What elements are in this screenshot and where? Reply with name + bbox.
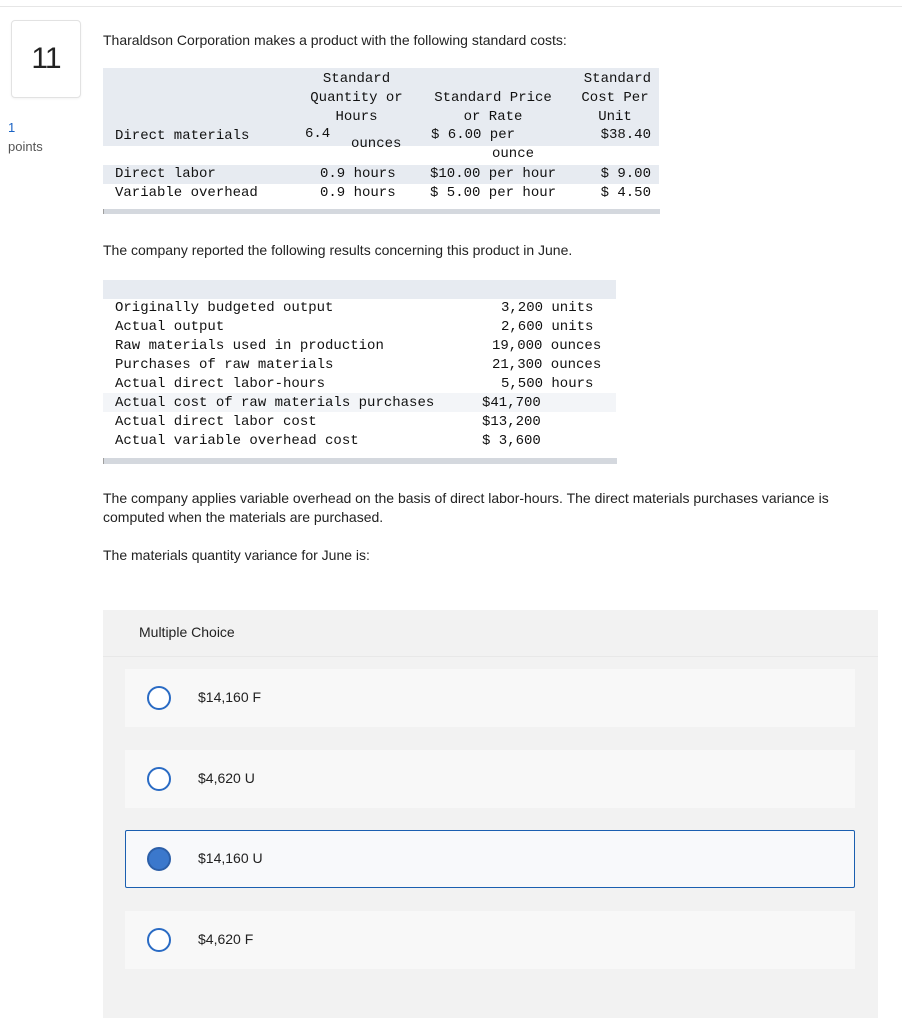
- result-label: Actual output: [115, 319, 225, 335]
- radio-button[interactable]: [147, 767, 171, 791]
- radio-button[interactable]: [147, 928, 171, 952]
- header-price-line2: or Rate: [463, 109, 523, 125]
- direct-materials-price-unit: ounce: [492, 146, 535, 162]
- direct-materials-cost: $38.40: [600, 127, 651, 143]
- june-results-table: [103, 280, 616, 466]
- result-value: 19,000 ounces: [492, 338, 602, 354]
- row-label-variable-overhead: Variable overhead: [115, 185, 258, 201]
- option-label: $4,620 U: [198, 770, 255, 786]
- result-label: Originally budgeted output: [115, 300, 334, 316]
- header-qty-line3: Hours: [335, 109, 378, 125]
- direct-materials-qty-unit: ounces: [351, 136, 402, 152]
- result-value: 3,200 units: [501, 300, 594, 316]
- standard-cost-table: [103, 68, 659, 216]
- table-bottom-border: [103, 209, 660, 214]
- answer-option-1[interactable]: [125, 669, 855, 727]
- header-price-line1: Standard Price: [434, 90, 552, 106]
- multiple-choice-title: Multiple Choice: [139, 624, 235, 640]
- radio-button-checked[interactable]: [147, 847, 171, 871]
- radio-button[interactable]: [147, 686, 171, 710]
- variable-overhead-price: $ 5.00 per hour: [430, 185, 557, 201]
- direct-labor-cost: $ 9.00: [600, 166, 651, 182]
- answer-option-3-selected[interactable]: [125, 830, 855, 888]
- option-label: $4,620 F: [198, 931, 254, 947]
- june-results-intro: The company reported the following results concerning this product in June.: [103, 242, 573, 258]
- result-label: Purchases of raw materials: [115, 357, 334, 373]
- result-label: Actual direct labor cost: [115, 414, 317, 430]
- row-label-direct-materials: Direct materials: [115, 128, 250, 144]
- result-value: $41,700: [482, 395, 541, 411]
- question-number-box: [11, 20, 81, 98]
- direct-materials-qty: 6.4: [305, 126, 331, 142]
- option-label: $14,160 U: [198, 850, 263, 866]
- result-value: $ 3,600: [482, 433, 541, 449]
- variable-overhead-cost: $ 4.50: [600, 185, 651, 201]
- variable-overhead-qty: 0.9 hours: [320, 185, 396, 201]
- result-label: Actual direct labor-hours: [115, 376, 326, 392]
- table-header-background: [103, 280, 616, 299]
- answer-option-4[interactable]: [125, 911, 855, 969]
- header-cost-line1: Standard: [583, 71, 651, 87]
- header-qty-line1: Standard: [322, 71, 391, 87]
- header-cost-line3: Unit: [598, 109, 632, 125]
- result-value: 21,300 ounces: [492, 357, 602, 373]
- panel-divider: [103, 656, 878, 657]
- option-label: $14,160 F: [198, 689, 262, 705]
- direct-labor-qty: 0.9 hours: [320, 166, 396, 182]
- question-paragraph: The company applies variable overhead on the basis of direct labor-hours. The direct materials purchases variance is computed when the materials are purchased.: [103, 490, 829, 525]
- points-value: 1: [8, 120, 16, 135]
- top-divider: [0, 6, 902, 7]
- points-label: points: [8, 139, 43, 154]
- result-label: Actual cost of raw materials purchases: [115, 395, 435, 411]
- header-cost-line2: Cost Per: [581, 90, 649, 106]
- header-qty-line2: Quantity or: [310, 90, 403, 106]
- result-label: Raw materials used in production: [115, 338, 384, 354]
- question-prompt: The materials quantity variance for June is:: [103, 547, 370, 563]
- table-bottom-border: [103, 458, 617, 464]
- multiple-choice-panel: [103, 610, 878, 1018]
- direct-materials-price: $ 6.00 per: [431, 127, 516, 143]
- question-number: 11: [31, 42, 61, 75]
- direct-labor-price: $10.00 per hour: [430, 166, 557, 182]
- result-label: Actual variable overhead cost: [115, 433, 359, 449]
- result-value: 2,600 units: [501, 319, 594, 335]
- row-label-direct-labor: Direct labor: [115, 166, 216, 182]
- result-value: 5,500 hours: [501, 376, 594, 392]
- result-value: $13,200: [482, 414, 541, 430]
- answer-option-2[interactable]: [125, 750, 855, 808]
- question-intro: Tharaldson Corporation makes a product with the following standard costs:: [103, 32, 567, 48]
